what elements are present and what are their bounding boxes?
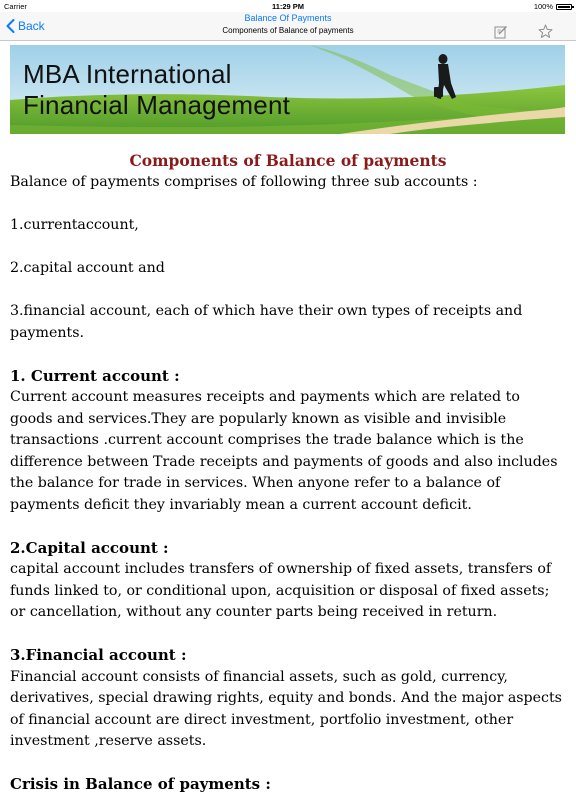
intro-text: Balance of payments comprises of following three sub accounts : xyxy=(10,174,478,190)
carrier-label: Carrier xyxy=(4,2,27,11)
battery-status xyxy=(534,2,572,11)
article-content xyxy=(10,150,566,796)
compose-icon[interactable] xyxy=(494,25,508,39)
nav-title: Balance Of Payments xyxy=(244,13,332,23)
battery-percentage: 100% xyxy=(533,2,553,11)
navigation-bar xyxy=(0,12,576,41)
section-title-capital-account: 2.Capital account : xyxy=(10,538,169,557)
list-item: 1.currentaccount, xyxy=(10,217,139,233)
back-label: Back xyxy=(18,19,45,33)
current-account-text: Current account measures receipts and payments which are related to goods and services.They are popularly known as visible and invisible transactions .current account comprises the trade balance which is the difference between Trade receipts and payments of goods and also includes the balance for trade in services. When anyone refer to a balance of payments deficit they invariably mean a current account deficit. xyxy=(10,389,558,513)
status-bar xyxy=(0,0,576,12)
star-icon[interactable] xyxy=(538,24,553,39)
section-title-financial-account: 3.Financial account : xyxy=(10,646,187,664)
list-item: 3.financial account, each of which have their own types of receipts and payments. xyxy=(10,303,523,341)
financial-account-text: Financial account consists of financial assets, such as gold, currency, derivatives, special drawing rights, equity and bonds. And the major aspects of financial account are direct investment, portfolio investment, other investment ,reserve assets. xyxy=(10,668,562,749)
banner-title-line1: MBA International xyxy=(23,59,232,89)
section-title-current-account: 1. Current account : xyxy=(10,366,180,385)
list-item: 2.capital account and xyxy=(10,260,165,276)
capital-account-text: capital account includes transfers of ownership of fixed assets, transfers of funds linked to, or conditional upon, acquisition or disposal of fixed assets; or cancellation, without any counter parts being received in return. xyxy=(10,561,552,620)
nav-subtitle: Components of Balance of payments xyxy=(222,26,354,35)
clock: 11:29 PM xyxy=(271,2,305,11)
article-heading: Components of Balance of payments xyxy=(129,151,447,170)
banner-image xyxy=(10,45,565,134)
battery-icon xyxy=(556,4,572,10)
banner-title-line2: Financial Management xyxy=(23,90,291,120)
section-title-crisis: Crisis in Balance of payments : xyxy=(10,775,271,793)
